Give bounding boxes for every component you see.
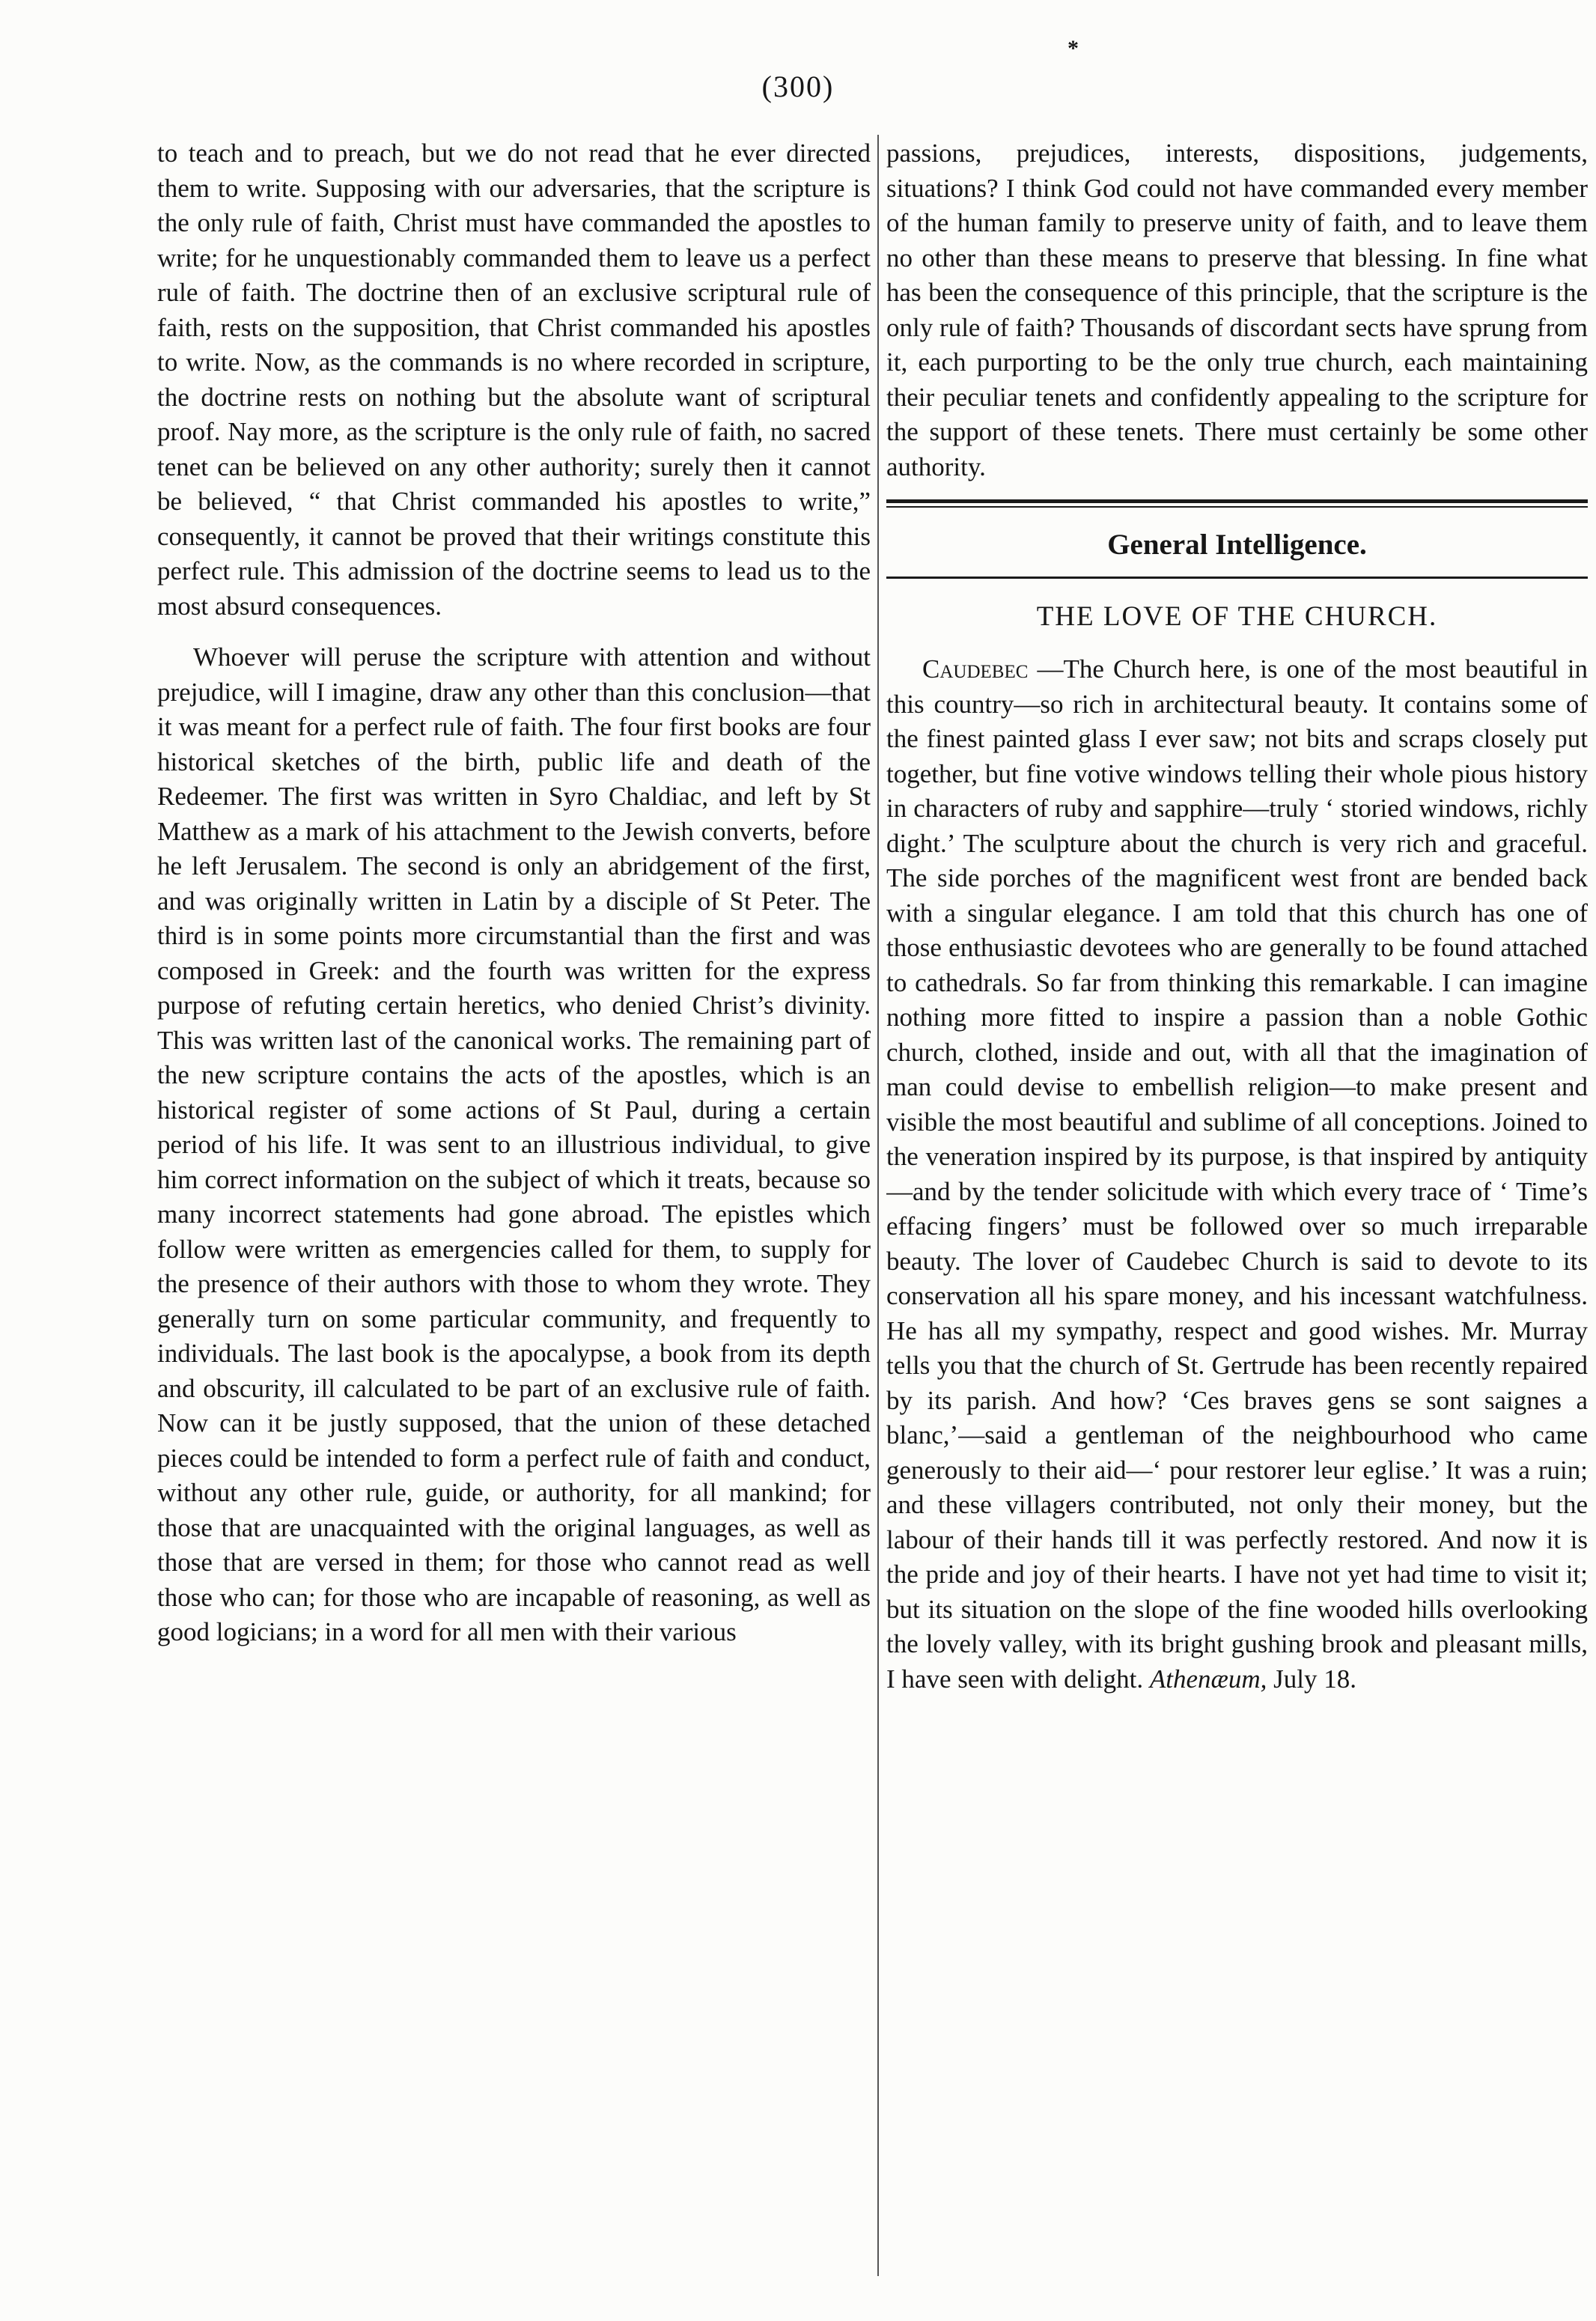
article-source: Athenæum, <box>1149 1664 1267 1694</box>
corner-mark: * <box>1067 36 1079 61</box>
heading-rule <box>886 577 1588 579</box>
column-divider <box>877 135 879 2276</box>
article-body: —The Church here, is one of the most beautiful in this country—so rich in architectural beauty. It contains some of the finest painted glass I ever saw; not bits and scraps closely put together, but fine votive windows telling their whole pious history in characters of ruby and sapphire—truly ‘ storied windows, richly dight.’ The sculpture about the church is very rich and graceful. The side porches of the magnificent west front are bended back with a singular elegance. I am told that this church has one of those enthusiastic devotees who are generally to be found attached to cathedrals. So far from thinking this remarkable. I can imagine nothing more fitted to inspire a passion than a noble Gothic church, clothed, inside and out, with all that the imagination of man could devise to embellish religion—to make present and visible the most beautiful and sublime of all conceptions. Joined to the veneration inspired by its purpose, is that inspired by antiquity—and by the tender solicitude with which every trace of ‘ Time’s effacing fingers’ must be followed over so much irreparable beauty. The lover of Caudebec Church is said to devote to its conservation all his spare money, and his incessant watchfulness. He has all my sympathy, respect and good wishes. Mr. Murray tells you that the church of St. Gertrude has been recently repaired by its parish. And how? ‘Ces braves gens se sont saignes a blanc,’—said a gentleman of the neighbourhood who came generously to their aid—‘ pour restorer leur eglise.’ It was a ruin; and these villagers contributed, not only their money, but the labour of their hands till it was perfectly restored. And now it is the pride and joy of their hearts. I have not yet had time to visit it; but its situation on the slope of the fine wooded hills overlooking the lovely valley, with its bright gushing brook and pleasant mills, I have seen with delight. <box>886 654 1588 1694</box>
left-column <box>157 136 871 2285</box>
right-paragraph-1: passions, prejudices, interests, dispositions, judgements, situations? I think God could not have commanded every member of the human family to preserve unity of faith, and to leave them no other than these means to preserve that blessing. In fine what has been the consequence of this principle, that the scripture is the only rule of faith? Thousands of discordant sects have sprung from it, each purporting to be the only true church, each maintaining their peculiar tenets and confidently appealing to the scripture for the support of these tenets. There must certainly be some other authority. <box>886 139 1588 481</box>
left-paragraph-1: to teach and to preach, but we do not read that he ever directed them to write. Supposing with our adversaries, that the scripture is the only rule of faith, Christ must have commanded the apostles to write; for he unquestionably commanded them to leave us a perfect rule of faith. The doctrine then of an exclusive scriptural rule of faith, rests on the supposition, that Christ commanded his apostles to write. Now, as the commands is no where recorded in scripture, the doctrine rests on nothing but the absolute want of scriptural proof. Nay more, as the scripture is the only rule of faith, no sacred tenet can be believed on any other authority; surely then it cannot be believed, “ that Christ commanded his apostles to write,” consequently, it cannot be proved that their writings constitute this perfect rule. This admission of the doctrine seems to lead us to the most absurd consequences. <box>157 139 871 621</box>
article-dateline: Caudebec <box>922 654 1029 684</box>
article-title: THE LOVE OF THE CHURCH. <box>1036 601 1438 632</box>
double-rule <box>886 499 1588 508</box>
right-column <box>886 136 1588 2285</box>
left-paragraph-2: Whoever will peruse the scripture with attention and without prejudice, will I imagine, draw any other than this conclusion—that it was meant for a perfect rule of faith. The four first books are four historical sketches of the birth, public life and death of the Redeemer. The first was written in Syro Chaldiac, and left by St Matthew as a mark of his attachment to the Jewish converts, before he left Jerusalem. The second is only an abridgement of the first, and was originally written in Latin by a disciple of St Peter. The third is in some points more circumstantial than the first and was composed in Greek: and the fourth was written for the express purpose of refuting certain heretics, who denied Christ’s divinity. This was written last of the canonical works. The remaining part of the new scripture contains the acts of the apostles, which is an historical register of some actions of St Paul, during a certain period of his life. It was sent to an illustrious individual, to give him correct information on the subject of which it treats, because so many incorrect statements had gone abroad. The epistles which follow were written as emergencies called for them, to supply for the presence of their authors with those to whom they wrote. They generally turn on some particular community, and frequently to individuals. The last book is the apocalypse, a book from its depth and obscurity, ill calculated to be part of an exclusive rule of faith. Now can it be justly supposed, that the union of these detached pieces could be intended to form a perfect rule of faith and conduct, without any other rule, guide, or authority, for all mankind; for those that are unacquainted with the original languages, as well as those that are versed in them; for those who cannot read as well those who can; for those who are incapable of reasoning, as well as good logicians; in a word for all men with their various <box>157 642 871 1646</box>
page-number: (300) <box>761 70 835 103</box>
article-paragraph <box>886 652 1588 1697</box>
section-heading: General Intelligence. <box>1107 529 1367 561</box>
article-date: July 18. <box>1273 1664 1356 1694</box>
